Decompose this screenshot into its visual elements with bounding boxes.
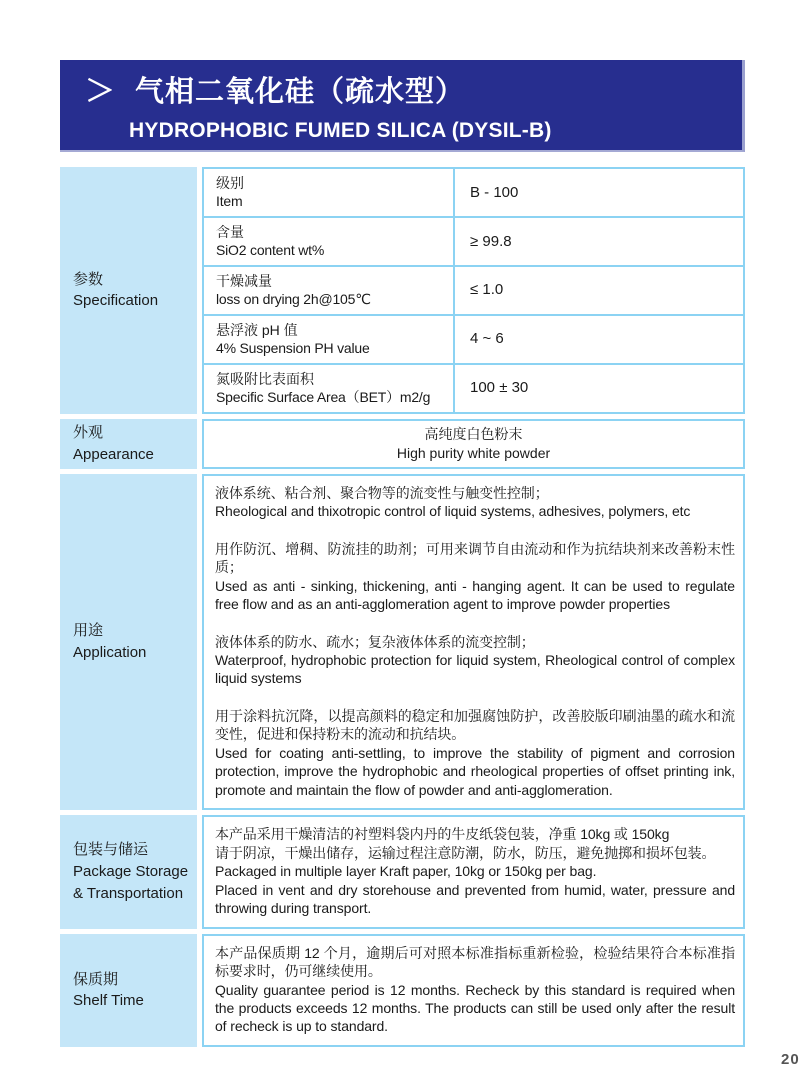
spec-name-bet-surface-area	[204, 365, 455, 412]
application-zh-1: 液体系统、粘合剂、聚合物等的流变性与触变性控制；	[215, 484, 549, 501]
spec-value-item: B - 100	[470, 183, 519, 201]
label-zh: 包装与储运	[73, 841, 149, 859]
shelf-line-en: Quality guarantee period is 12 months. Recheck by this standard is required when the products exceeds 12 months. The products can still be used only after the result of recheck is up to standard.	[215, 981, 735, 1035]
spec-table	[60, 167, 745, 1052]
spec-rows	[202, 167, 745, 414]
section-appearance	[60, 419, 745, 469]
label-en: Specification	[73, 292, 159, 310]
package-storage-text	[202, 815, 745, 928]
spec-value-bet-surface-area: 100 ± 30	[470, 379, 529, 397]
label-en: Shelf Time	[73, 992, 144, 1010]
package-line-en-2: Placed in vent and dry storehouse and prevented from humid, water, pressure and throwing during transport.	[215, 881, 735, 917]
spec-name-zh: 悬浮液 pH 值	[216, 321, 298, 338]
spec-name-zh: 氮吸附比表面积	[216, 370, 314, 387]
spec-value-ph-value: 4 ~ 6	[470, 330, 504, 348]
section-shelf-time	[60, 934, 745, 1047]
package-line-zh-2: 请于阴凉，干燥出储存，运输过程注意防潮，防水，防压，避免抛掷和损坏包装。	[215, 844, 716, 861]
section-specification	[60, 167, 745, 414]
product-header-banner	[60, 60, 745, 152]
section-label-appearance	[60, 419, 197, 469]
section-package-storage	[60, 815, 745, 928]
appearance-value	[202, 419, 745, 469]
section-application	[60, 474, 745, 811]
spec-name-ph-value	[204, 316, 455, 363]
package-line-zh-1: 本产品采用干燥清洁的衬塑料袋内丹的牛皮纸袋包装，净重 10kg 或 150kg	[215, 826, 670, 843]
table-row	[204, 267, 743, 316]
shelf-time-text	[202, 934, 745, 1047]
section-label-specification	[60, 167, 197, 414]
spec-name-item	[204, 169, 455, 216]
application-text	[202, 474, 745, 811]
product-title-zh: 气相二氧化硅（疏水型）	[135, 75, 466, 108]
label-en: Package Storage	[73, 863, 189, 881]
appearance-value-zh: 高纯度白色粉末	[424, 426, 523, 443]
spec-name-sio2-content	[204, 218, 455, 265]
label-en: & Transportation	[73, 884, 184, 902]
label-zh: 保质期	[73, 970, 119, 988]
application-en-1: Rheological and thixotropic control of liquid systems, adhesives, polymers, etc	[215, 503, 691, 520]
spec-name-en: 4% Suspension PH value	[216, 340, 370, 357]
table-row	[204, 218, 743, 267]
appearance-value-en: High purity white powder	[396, 444, 551, 461]
title-row	[85, 70, 742, 114]
label-zh: 用途	[73, 622, 104, 640]
spec-name-en: SiO2 content wt%	[216, 242, 325, 259]
section-label-application	[60, 474, 197, 811]
spec-name-en: Item	[216, 193, 243, 210]
application-zh-4: 用于涂料抗沉降，以提高颜料的稳定和加强腐蚀防护，改善胶版印刷油墨的疏水和流变性，促进和保持粉末的流动和抗结块。	[215, 707, 735, 743]
spec-name-en: loss on drying 2h@105℃	[216, 291, 371, 308]
application-en-4: Used for coating anti-settling, to improve the stability of pigment and corrosion protection, improve the hydrophobic and rheological properties of offset printing ink, promote and maintain the flow of powder and anti-agglomeration.	[215, 744, 735, 798]
label-en: Application	[73, 643, 147, 661]
application-zh-3: 液体体系的防水、疏水；复杂液体体系的流变控制；	[215, 633, 535, 650]
spec-name-zh: 级别	[216, 175, 244, 191]
table-row	[204, 316, 743, 365]
spec-name-zh: 含量	[216, 223, 244, 240]
application-en-3: Waterproof, hydrophobic protection for liquid system, Rheological control of complex liquid systems	[215, 651, 735, 687]
table-row	[204, 365, 743, 412]
table-row	[204, 169, 743, 218]
shelf-line-zh: 本产品保质期 12 个月，逾期后可对照本标准指标重新检验，检验结果符合本标准指标要求时，仍可继续使用。	[215, 944, 735, 980]
spec-value-sio2-content: ≥ 99.8	[470, 232, 512, 250]
chevron-right-icon: ＞	[85, 75, 115, 108]
product-title-en: HYDROPHOBIC FUMED SILICA (DYSIL-B)	[129, 119, 552, 142]
label-zh: 外观	[73, 423, 104, 441]
application-en-2: Used as anti - sinking, thickening, anti - hanging agent. It can be used to regulate free flow and as an anti-agglomeration agent to improve powder properties	[215, 577, 735, 613]
section-label-package-storage	[60, 815, 197, 928]
spec-name-zh: 干燥减量	[216, 272, 272, 289]
application-zh-2: 用作防沉、增稠、防流挂的助剂；可用来调节自由流动和作为抗结块剂来改善粉末性质；	[215, 540, 735, 576]
page-number: 20	[781, 1051, 800, 1068]
spec-name-en: Specific Surface Area（BET）m2/g	[216, 389, 431, 406]
spec-value-loss-on-drying: ≤ 1.0	[470, 281, 504, 299]
label-en: Appearance	[73, 445, 154, 463]
package-line-en-1: Packaged in multiple layer Kraft paper, 10kg or 150kg per bag.	[215, 863, 597, 880]
section-label-shelf-time	[60, 934, 197, 1047]
spec-name-loss-on-drying	[204, 267, 455, 314]
label-zh: 参数	[73, 270, 104, 288]
